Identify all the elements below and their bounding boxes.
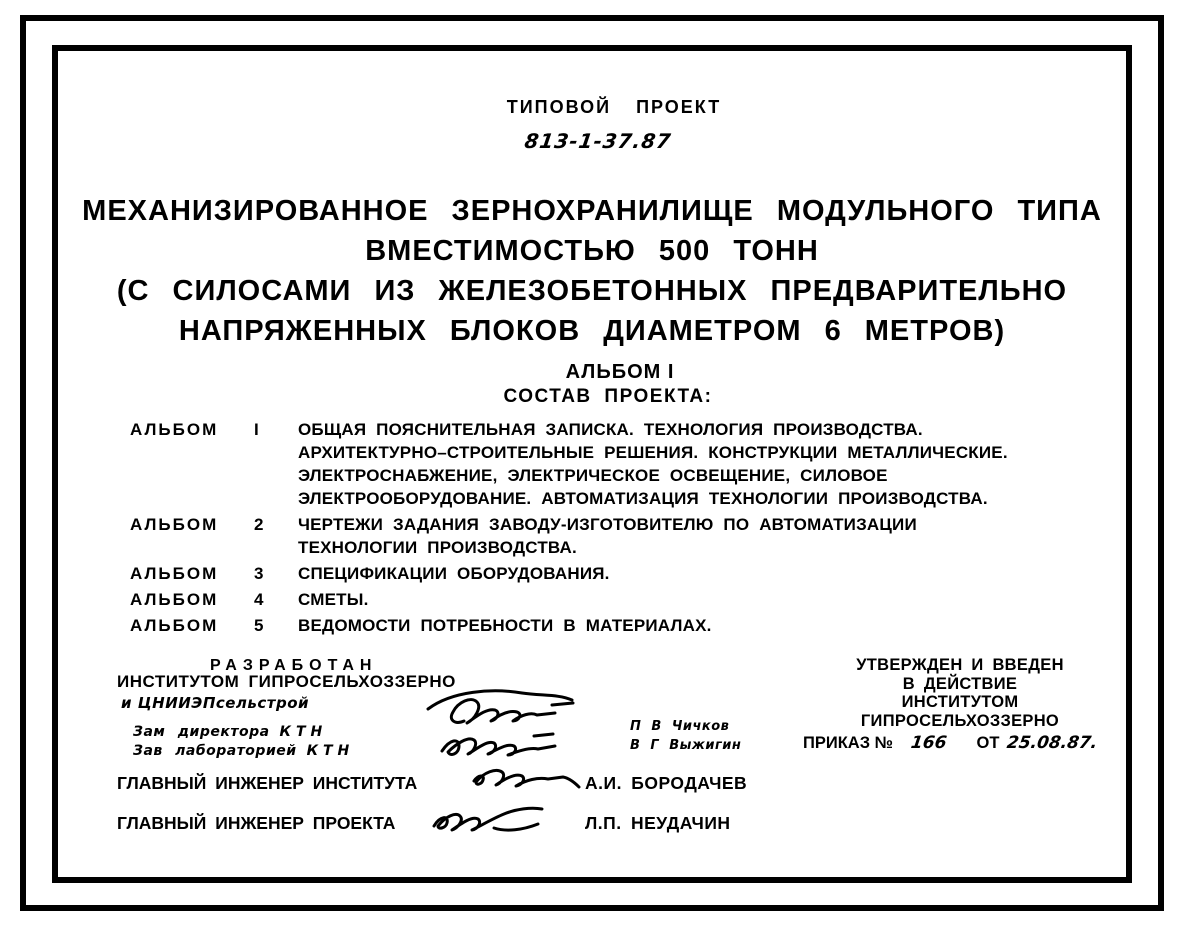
- album-description-line: ЭЛЕКТРООБОРУДОВАНИЕ. АВТОМАТИЗАЦИЯ ТЕХНОЛОГИИ ПРОИЗВОДСТВА.: [298, 489, 988, 508]
- contents-heading: СОСТАВ ПРОЕКТА:: [503, 386, 713, 407]
- album-row: [130, 562, 1110, 585]
- album-row: [130, 614, 1110, 637]
- name-chief-engineer-project: Л.П. НЕУДАЧИН: [585, 813, 731, 833]
- album-description: [298, 513, 1110, 559]
- album-description-line: СПЕЦИФИКАЦИИ ОБОРУДОВАНИЯ.: [298, 564, 610, 583]
- name-lab-head: В Г Выжигин: [630, 738, 742, 753]
- album-description-line: ВЕДОМОСТИ ПОТРЕБНОСТИ В МАТЕРИАЛАХ.: [298, 616, 712, 635]
- album-description-line: АРХИТЕКТУРНО–СТРОИТЕЛЬНЫЕ РЕШЕНИЯ. КОНСТРУКЦИИ МЕТАЛЛИЧЕСКИЕ.: [298, 443, 1008, 462]
- approved-line: ИНСТИТУТОМ: [901, 693, 1019, 711]
- role-text: Зав лабораторией: [133, 743, 297, 759]
- role-chief-engineer-project: ГЛАВНЫЙ ИНЖЕНЕР ПРОЕКТА: [117, 813, 396, 833]
- signature-chief-engineer-project: [428, 799, 548, 835]
- album-number: 2: [254, 515, 265, 534]
- signature-lab-head: [436, 726, 562, 760]
- role-chief-engineer-institute: ГЛАВНЫЙ ИНЖЕНЕР ИНСТИТУТА: [117, 773, 418, 793]
- role-text: Зам директора: [133, 724, 270, 740]
- role-degree: КТН: [279, 724, 328, 740]
- album-number: 4: [254, 590, 265, 609]
- album-heading: АЛЬБОМ I: [565, 361, 675, 383]
- album-description-line: СМЕТЫ.: [298, 590, 369, 609]
- main-title-line: ВМЕСТИМОСТЬЮ 500 ТОНН: [365, 235, 819, 267]
- album-label: АЛЬБОМ: [130, 515, 219, 534]
- album-description: [298, 614, 1110, 637]
- album-number: 5: [254, 616, 265, 635]
- main-title-line: (С СИЛОСАМИ ИЗ ЖЕЛЕЗОБЕТОННЫХ ПРЕДВАРИТЕЛЬНО: [116, 275, 1068, 307]
- approved-line: В ДЕЙСТВИЕ: [902, 674, 1018, 693]
- main-title-line: НАПРЯЖЕННЫХ БЛОКОВ ДИАМЕТРОМ 6 МЕТРОВ): [178, 315, 1006, 347]
- role-deputy-director: [133, 724, 327, 740]
- album-row: [130, 418, 1110, 510]
- album-description-line: ЧЕРТЕЖИ ЗАДАНИЯ ЗАВОДУ-ИЗГОТОВИТЕЛЮ ПО АВТОМАТИЗАЦИИ: [298, 515, 917, 534]
- album-label: АЛЬБОМ: [130, 564, 219, 583]
- signature-chief-engineer-institute: [468, 760, 584, 790]
- approved-line: УТВЕРЖДЕН И ВВЕДЕН: [856, 656, 1064, 674]
- developer-institute-2: и ЦНИИЭПсельстрой: [121, 694, 310, 712]
- order-date: 25.08.87.: [1006, 733, 1100, 753]
- album-description: [298, 588, 1110, 611]
- project-contents-list: [130, 418, 1110, 640]
- album-number: 3: [254, 564, 265, 583]
- doc-type-heading: ТИПОВОЙ ПРОЕКТ: [506, 97, 722, 117]
- main-title: [0, 191, 1184, 351]
- developed-heading: РАЗРАБОТАН: [210, 657, 378, 674]
- album-description-line: ТЕХНОЛОГИИ ПРОИЗВОДСТВА.: [298, 538, 577, 557]
- developer-institute: ИНСТИТУТОМ ГИПРОСЕЛЬХОЗЗЕРНО: [117, 672, 456, 691]
- name-chief-engineer-institute: А.И. БОРОДАЧЕВ: [585, 773, 748, 793]
- role-degree: КТН: [306, 743, 355, 759]
- album-label: АЛЬБОМ: [130, 616, 219, 635]
- album-description-line: ЭЛЕКТРОСНАБЖЕНИЕ, ЭЛЕКТРИЧЕСКОЕ ОСВЕЩЕНИЕ, СИЛОВОЕ: [298, 466, 888, 485]
- album-label: АЛЬБОМ: [130, 420, 219, 439]
- order-label: ПРИКАЗ №: [803, 734, 894, 752]
- order-from-label: ОТ: [976, 734, 1000, 752]
- name-deputy-director: П В Чичков: [630, 719, 730, 734]
- approved-block: [795, 656, 1125, 730]
- project-number: 813-1-37.87: [523, 129, 673, 153]
- album-label: АЛЬБОМ: [130, 590, 219, 609]
- order-line: [803, 733, 1125, 753]
- album-description: [298, 562, 1110, 585]
- role-lab-head: [133, 743, 354, 759]
- album-row: [130, 588, 1110, 611]
- main-title-line: МЕХАНИЗИРОВАННОЕ ЗЕРНОХРАНИЛИЩЕ МОДУЛЬНОГО ТИПА: [82, 195, 1102, 227]
- album-row: [130, 513, 1110, 559]
- album-description-line: ОБЩАЯ ПОЯСНИТЕЛЬНАЯ ЗАПИСКА. ТЕХНОЛОГИЯ ПРОИЗВОДСТВА.: [298, 420, 923, 439]
- album-description: [298, 418, 1110, 510]
- album-number: I: [254, 420, 260, 439]
- order-number: 166: [909, 733, 948, 753]
- approved-line: ГИПРОСЕЛЬХОЗЗЕРНО: [860, 711, 1060, 730]
